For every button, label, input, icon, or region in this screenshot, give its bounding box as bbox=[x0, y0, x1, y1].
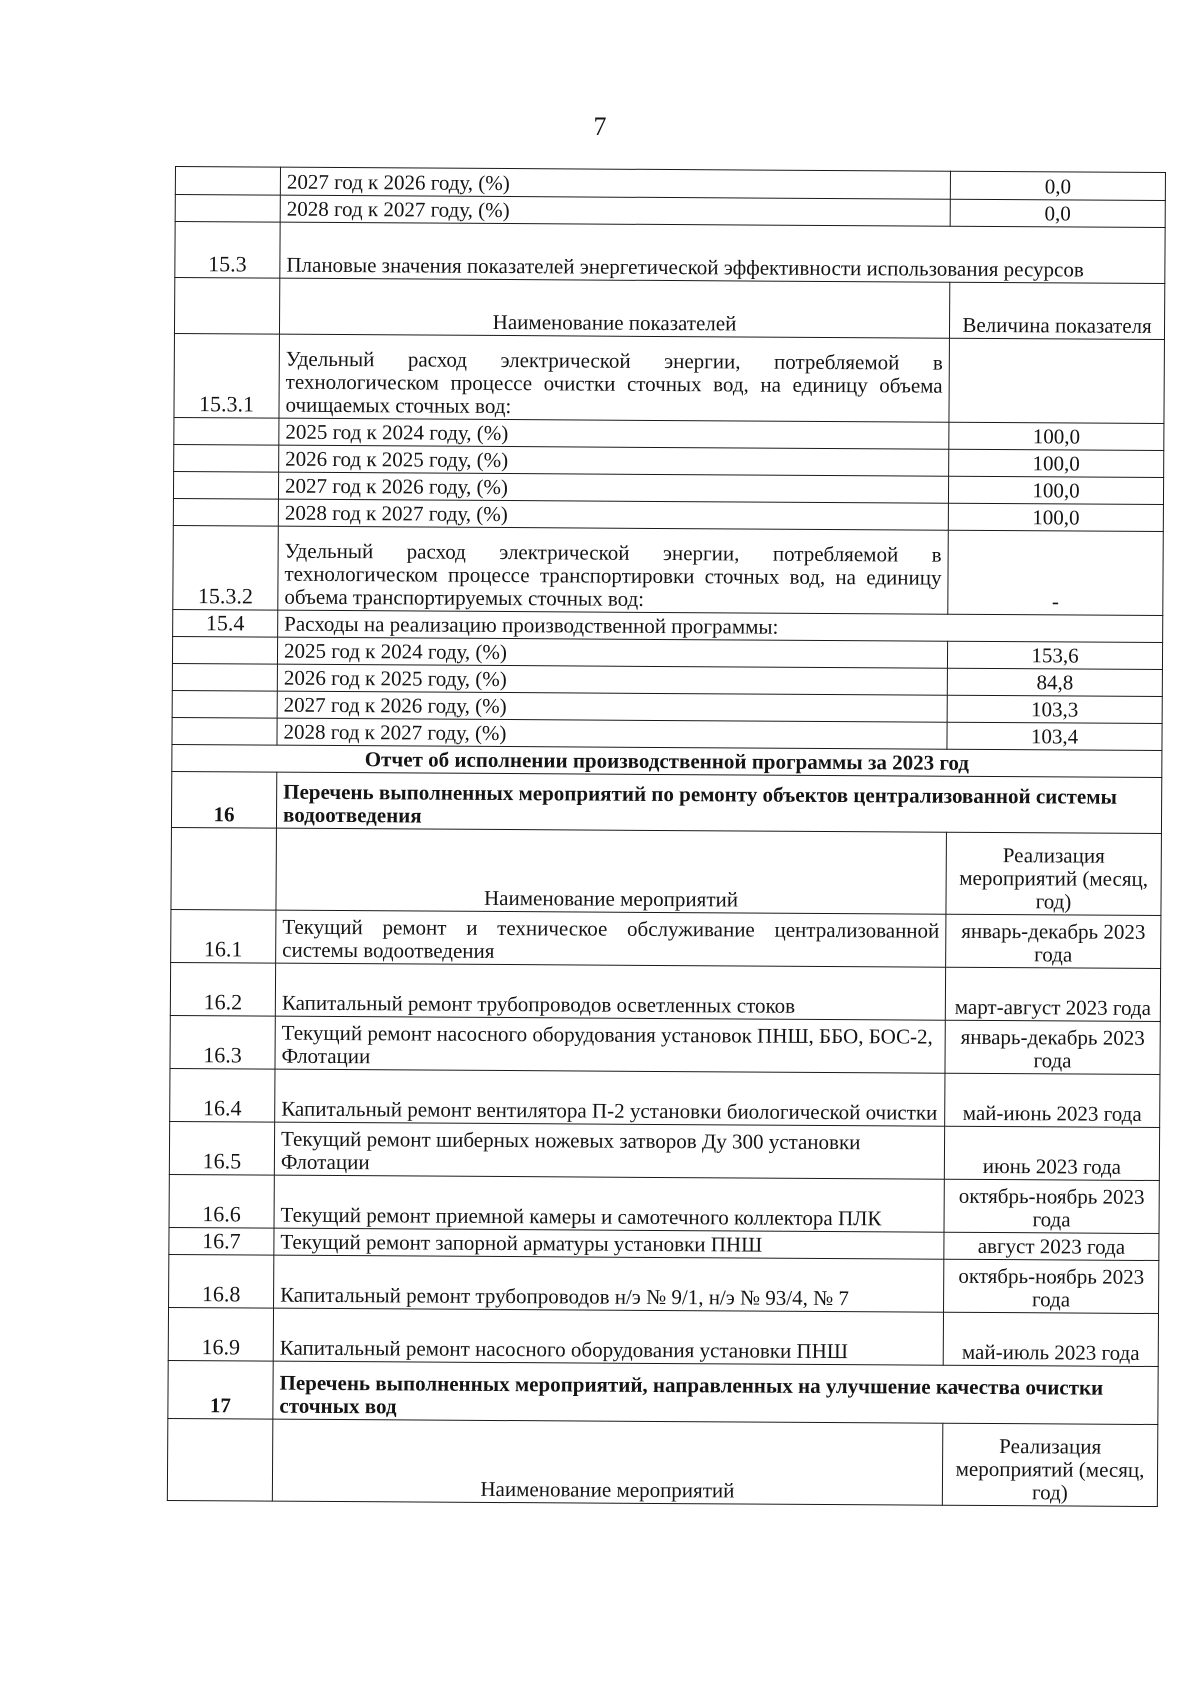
section-number: 17 bbox=[168, 1361, 273, 1420]
row-label: 2027 год к 2026 году, (%) bbox=[277, 691, 947, 722]
event-row-16-4 bbox=[170, 1069, 1160, 1128]
event-name: Текущий ремонт шиберных ножевых затворов Ду 300 установки Флотации bbox=[274, 1122, 944, 1179]
header-indicator-value: Величина показателя bbox=[949, 282, 1164, 339]
event-number: 16.1 bbox=[171, 910, 276, 964]
event-period: март-август 2023 года bbox=[945, 967, 1160, 1021]
header-event-name: Наименование мероприятий bbox=[272, 1419, 942, 1505]
section-number: 15.4 bbox=[173, 609, 278, 637]
row-label: 2027 год к 2026 году, (%) bbox=[278, 472, 948, 503]
event-number: 16.6 bbox=[169, 1175, 274, 1229]
event-period: январь-декабрь 2023 года bbox=[945, 1020, 1160, 1074]
event-name: Капитальный ремонт вентилятора П-2 установки биологической очистки bbox=[275, 1069, 945, 1126]
section-title: Перечень выполненных мероприятий, направленных на улучшение качества очистки сточных вод bbox=[273, 1361, 1158, 1424]
event-number: 16.8 bbox=[169, 1255, 274, 1309]
empty-cell bbox=[175, 167, 280, 196]
event-row-16-6 bbox=[169, 1175, 1159, 1234]
row-value: 103,4 bbox=[947, 722, 1162, 750]
empty-cell bbox=[174, 278, 279, 335]
empty-cell bbox=[171, 828, 276, 911]
row-value: - bbox=[948, 530, 1164, 615]
event-name: Текущий ремонт запорной арматуры установки ПНШ bbox=[274, 1228, 944, 1259]
section-row-15-3-2 bbox=[173, 525, 1163, 615]
column-header-row bbox=[171, 828, 1161, 916]
empty-cell bbox=[167, 1419, 272, 1502]
empty-cell bbox=[173, 498, 278, 526]
section-text: Расходы на реализацию производственной программы: bbox=[278, 610, 1163, 643]
event-number: 16.9 bbox=[168, 1308, 273, 1362]
row-value: 0,0 bbox=[950, 171, 1165, 200]
section-row-15-3-1 bbox=[174, 333, 1164, 423]
row-value: 103,3 bbox=[947, 695, 1162, 723]
row-label: 2028 год к 2027 году, (%) bbox=[280, 195, 950, 226]
empty-cell bbox=[175, 195, 280, 223]
row-value: 100,0 bbox=[948, 503, 1163, 531]
header-indicator-name: Наименование показателей bbox=[279, 278, 949, 338]
row-value: 0,0 bbox=[950, 199, 1165, 227]
event-number: 16.2 bbox=[170, 963, 275, 1017]
row-label: 2027 год к 2026 году, (%) bbox=[280, 167, 950, 199]
section-row-15-3 bbox=[175, 222, 1165, 284]
empty-cell bbox=[172, 691, 277, 719]
row-label: 2028 год к 2027 году, (%) bbox=[277, 718, 947, 749]
event-number: 16.4 bbox=[170, 1069, 275, 1123]
event-name: Текущий ремонт и техническое обслуживание централизованной системы водоотведения bbox=[276, 910, 946, 967]
empty-cell bbox=[172, 664, 277, 692]
row-label: 2025 год к 2024 году, (%) bbox=[277, 637, 947, 668]
column-header-row bbox=[174, 278, 1164, 340]
report-title: Отчет об исполнении производственной программы за 2023 год bbox=[172, 745, 1162, 778]
empty-cell bbox=[172, 718, 277, 746]
event-name: Текущий ремонт насосного оборудования установок ПНШ, ББО, БОС-2, Флотации bbox=[275, 1016, 945, 1073]
section-number: 16 bbox=[171, 772, 276, 829]
event-row-16-2 bbox=[170, 963, 1160, 1022]
empty-cell bbox=[172, 637, 277, 665]
header-event-period: Реализация мероприятий (месяц, год) bbox=[946, 832, 1161, 915]
header-event-period: Реализация мероприятий (месяц, год) bbox=[942, 1424, 1157, 1507]
empty-cell bbox=[173, 471, 278, 499]
empty-cell bbox=[174, 417, 279, 445]
event-name: Капитальный ремонт трубопроводов н/э № 9/1, н/э № 93/4, № 7 bbox=[274, 1255, 944, 1312]
row-value: 100,0 bbox=[949, 422, 1164, 450]
row-value: 100,0 bbox=[948, 476, 1163, 504]
column-header-row bbox=[167, 1419, 1157, 1507]
section-number: 15.3 bbox=[175, 222, 280, 279]
row-value: 84,8 bbox=[947, 668, 1162, 696]
event-number: 16.3 bbox=[170, 1016, 275, 1070]
event-period: октябрь-ноябрь 2023 года bbox=[944, 1260, 1159, 1314]
section-number: 15.3.1 bbox=[174, 333, 280, 418]
header-event-name: Наименование мероприятий bbox=[276, 828, 946, 914]
empty-cell bbox=[174, 444, 279, 472]
event-row-16-8 bbox=[169, 1255, 1159, 1314]
page-number: 7 bbox=[593, 112, 607, 141]
event-period: май-июль 2023 года bbox=[943, 1313, 1158, 1367]
event-period: октябрь-ноябрь 2023 года bbox=[944, 1179, 1159, 1233]
section-text: Удельный расход электрической энергии, потребляемой в технологическом процессе очистки сточных вод, на единицу объема очищаемых сточных вод: bbox=[279, 334, 950, 422]
event-period: май-июнь 2023 года bbox=[945, 1073, 1160, 1127]
row-value: 153,6 bbox=[947, 641, 1162, 669]
empty-cell bbox=[949, 338, 1165, 423]
section-number: 15.3.2 bbox=[173, 525, 279, 610]
event-period: август 2023 года bbox=[944, 1232, 1159, 1261]
event-name: Капитальный ремонт насосного оборудования установки ПНШ bbox=[273, 1308, 943, 1365]
event-row-16-5 bbox=[169, 1122, 1159, 1181]
section-row-17 bbox=[168, 1361, 1158, 1425]
event-row-16-1 bbox=[171, 910, 1161, 969]
row-value: 100,0 bbox=[949, 449, 1164, 477]
row-label: 2025 год к 2024 году, (%) bbox=[279, 418, 949, 449]
event-row-16-3 bbox=[170, 1016, 1160, 1075]
event-number: 16.5 bbox=[169, 1122, 274, 1176]
event-period: июнь 2023 года bbox=[944, 1126, 1159, 1180]
row-label: 2026 год к 2025 году, (%) bbox=[279, 445, 949, 476]
row-label: 2028 год к 2027 году, (%) bbox=[278, 499, 948, 530]
event-name: Текущий ремонт приемной камеры и самотечного коллектора ПЛК bbox=[274, 1175, 944, 1232]
section-row-16 bbox=[171, 772, 1161, 834]
section-title: Перечень выполненных мероприятий по ремонту объектов централизованной системы водоотведения bbox=[276, 772, 1161, 833]
event-row-16-9 bbox=[168, 1308, 1158, 1367]
section-title: Плановые значения показателей энергетической эффективности использования ресурсов bbox=[280, 222, 1165, 283]
section-text: Удельный расход электрической энергии, потребляемой в технологическом процессе транспортировки сточных вод, на единицу объема транспортируемых сточных вод: bbox=[278, 526, 949, 614]
event-name: Капитальный ремонт трубопроводов осветленных стоков bbox=[275, 963, 945, 1020]
event-period: январь-декабрь 2023 года bbox=[946, 914, 1161, 968]
event-number: 16.7 bbox=[169, 1228, 274, 1256]
production-program-table bbox=[167, 166, 1166, 1507]
row-label: 2026 год к 2025 году, (%) bbox=[277, 664, 947, 695]
